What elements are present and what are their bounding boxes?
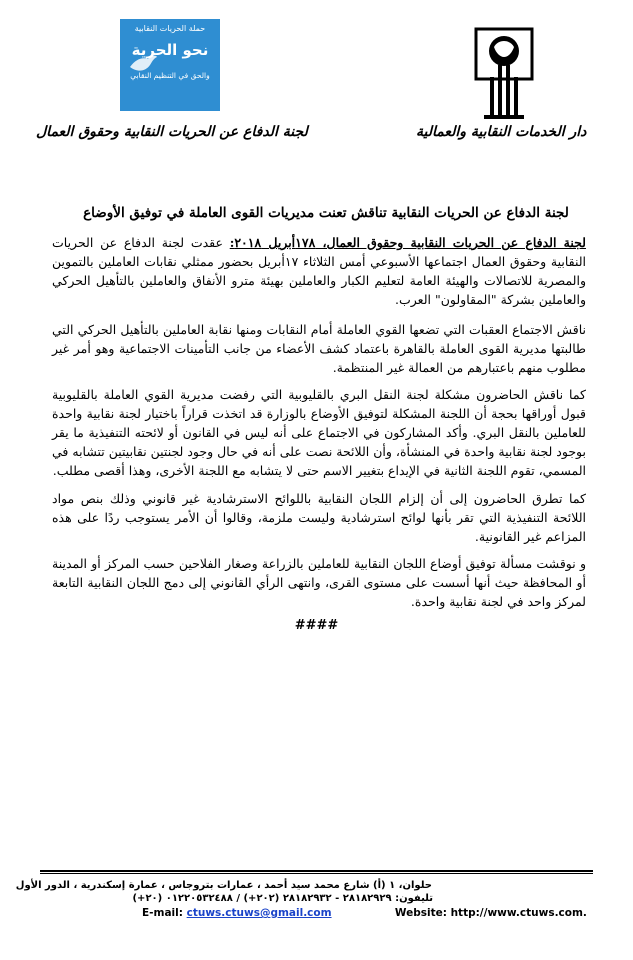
article-title: لجنة الدفاع عن الحريات النقابية تناقش تعنت مديريات القوى العاملة في توفيق الأوضاع xyxy=(83,205,569,221)
end-separator: #### xyxy=(294,618,339,633)
campaign-logo-top-text: حملة الحريات النقابية xyxy=(134,24,206,33)
paragraph-1 xyxy=(52,233,586,309)
fist-emblem-icon xyxy=(474,27,534,122)
paragraph-1-lead: لجنة الدفاع عن الحريات النقابية وحقوق العمال، ١٧٨أبريل ٢٠١٨: xyxy=(229,235,586,250)
paragraph-1-body: عقدت لجنة الدفاع عن الحريات النقابية وحقوق العمال اجتماعها الأسبوعي أمس الثلاثاء ١٧أبريل بحضور ممثلي نقابات العاملين بالتموين والمصرية للاتصالات والهيئة العامة لتعليم الكبار والعاملين بهيئة مترو الأنفاق والعاملين بالتأهيل الحركي والعاملين بشركة "المقاولون" العرب. xyxy=(52,235,587,307)
dove-icon xyxy=(128,53,158,75)
footer-divider xyxy=(40,870,593,872)
footer-address-text: حلوان، ١ (أ) شارع محمد سيد أحمد ، عمارات بتروجاس ، عمارة إسكندرية ، الدور الأول xyxy=(15,880,432,891)
email-label: E-mail: xyxy=(142,907,183,919)
campaign-logo-main-text: نحو الحرية xyxy=(131,41,209,59)
paragraph-2: ناقش الاجتماع العقبات التي تضعها القوي العاملة أمام النقابات ومنها نقابة العاملين بالتأهيل الحركي التي طالبتها مديرية القوى العاملة بالقاهرة باعتماد كشف الأعضاء من جانب التأمينات الاجتماعية وهو أمر غير مطلوب منهم باعتبارهم من العمالة غير المنتظمة. xyxy=(52,322,586,375)
website-link[interactable]: http://www.ctuws.com. xyxy=(450,907,587,919)
paragraph-5: و نوقشت مسألة توفيق أوضاع اللجان النقابية للعاملين بالزراعة وصغار الفلاحين حسب المركز أو المدينة أو المحافظة حيث أنها أسست على مستوى القرى، وانتهى الرأي القانوني إلى دمج اللجان النقابية التابعة لمركز واحد في لجنة نقابية واحدة. xyxy=(52,556,586,609)
footer-address xyxy=(0,880,633,891)
committee-name: لجنة الدفاع عن الحريات النقابية وحقوق العمال xyxy=(36,124,308,140)
email-link[interactable]: ctuws.ctuws@gmail.com xyxy=(186,907,332,919)
footer-phone-text: تليفون: ٢٨١٨٢٩٢٩ - ٢٨١٨٢٩٣٢ (٢٠٢+) / ٠١٢٢٠٥٣٢٤٨٨ (٢٠+) xyxy=(132,893,433,904)
campaign-logo xyxy=(120,19,220,111)
paragraph-3: كما ناقش الحاضرون مشكلة لجنة النقل البري بالقليوبية التي رفضت مديرية القوي العاملة بالقليوبية قبول أوراقها بحجة أن اللجنة المشكلة لتوفيق الأوضاع بالوزارة قد اتخذت قراراً باختيار لجنة نقابية واحدة للعاملين بالنقل البري. وأكد المشاركون في الاجتماع على أنه ليس في القانون أو لائحته التنفيذية ما يقر بوجود لجنة نقابية واحدة في المنشأة، وأن اللائحة نصت على أنه في حال وجود لجنتين نقابيتين تتشابه في المسمي، تقوم اللجنة الثانية في الإيداع بتغيير الاسم حتى لا يتشابه مع اللجنة الأخرى، وهذا أقصى مطلب. xyxy=(52,387,586,478)
paragraph-4: كما تطرق الحاضرون إلى أن إلزام اللجان النقابية باللوائح الاسترشادية غير قانوني وذلك بنص مواد اللائحة التنفيذية التي تقر بأنها لوائح استرشادية وليست ملزمة، وقالوا أن الأمر يستوجب ردًا على هذه المزاعم غير القانونية. xyxy=(52,491,586,544)
footer-divider-thin xyxy=(40,873,593,874)
footer-contact xyxy=(142,907,587,919)
campaign-logo-bottom-text: والحق في التنظيم النقابي xyxy=(130,71,210,80)
organization-name: دار الخدمات النقابية والعمالية xyxy=(416,124,587,140)
website-label: Website: xyxy=(394,907,447,919)
footer-phone xyxy=(0,893,633,904)
